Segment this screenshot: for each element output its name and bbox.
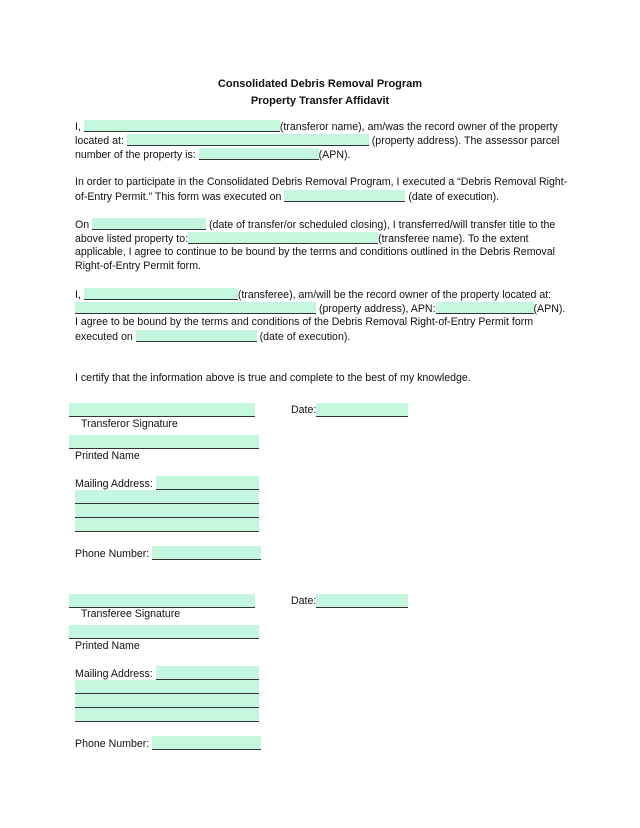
para4-line2: (property address), APN: (APN). [75,302,565,316]
transferee-field[interactable] [84,288,238,300]
para1-line1: I, (transferor name), am/was the record owner of the property [75,121,558,133]
transferee-printed-name-field[interactable] [69,625,259,639]
transferee-mailing-address-label: Mailing Address: [75,668,153,680]
para4-line1: I, (transferee), am/will be the record owner of the property located at: [75,289,552,301]
transferee-mailing-address-line2[interactable] [75,680,259,694]
transferor-mailing-address-line3[interactable] [75,504,259,518]
transferor-printed-name-label: Printed Name [75,450,140,462]
transferor-mailing-address-line4[interactable] [75,518,259,532]
transferor-phone-label: Phone Number: [75,548,150,560]
para2-line2: of-Entry Permit.” This form was executed on (date of execution). [75,191,500,203]
transferor-date-label: Date: [291,404,317,416]
transfer-date-field[interactable] [92,218,206,230]
para1-line3: number of the property is: (APN). [75,149,351,161]
para3-line2: above listed property to: (transferee name). To the extent [75,233,529,245]
para3-line1: On (date of transfer/or scheduled closing), I transferred/will transfer title to the [75,219,556,231]
property-address-field[interactable] [127,134,369,146]
para1-line2: located at: (property address). The assessor parcel [75,135,560,147]
transferee-phone-field[interactable] [152,736,261,750]
transferor-name-field[interactable] [84,120,280,132]
transferor-signature-field[interactable] [69,403,255,417]
transferee-apn-field[interactable] [436,302,534,314]
transferor-date-field[interactable] [316,403,408,417]
para3-line3: applicable, I agree to continue to be bound by the terms and conditions outlined in the Debris Removal [75,246,555,258]
para3-line4: Right-of-Entry Permit form. [75,260,201,272]
para2-line1: In order to participate in the Consolidated Debris Removal Program, I executed a “Debris Removal Right- [75,176,568,188]
transferee-mailing-address-line1[interactable] [156,666,259,680]
transferor-signature-label: Transferor Signature [81,418,178,430]
transferee-date-label: Date: [291,595,317,607]
transferor-mailing-address-label: Mailing Address: [75,478,153,490]
transferee-name-field[interactable] [188,232,378,244]
transferor-mailing-address-line2[interactable] [75,490,259,504]
transferee-execution-date-field[interactable] [136,330,257,342]
document-subtitle: Property Transfer Affidavit [250,95,390,107]
transferee-signature-label: Transferee Signature [81,608,181,620]
para4-line4: executed on (date of execution). [75,331,351,343]
para4-line3: I agree to be bound by the terms and conditions of the Debris Removal Right-of-Entry Permit form [75,316,534,328]
document-title: Consolidated Debris Removal Program [217,78,423,90]
transferee-property-address-field[interactable] [75,302,316,314]
transferee-mailing-address-line4[interactable] [75,708,259,722]
transferee-mailing-address-line3[interactable] [75,694,259,708]
apn-field[interactable] [199,148,319,160]
transferee-printed-name-label: Printed Name [75,640,140,652]
execution-date-field[interactable] [284,190,405,202]
certification-statement: I certify that the information above is true and complete to the best of my knowledge. [75,372,471,384]
transferor-mailing-address-line1[interactable] [156,476,259,490]
transferee-signature-field[interactable] [69,594,255,608]
transferor-printed-name-field[interactable] [69,435,259,449]
transferee-phone-label: Phone Number: [75,738,150,750]
transferor-phone-field[interactable] [152,546,261,560]
transferee-date-field[interactable] [316,594,408,608]
